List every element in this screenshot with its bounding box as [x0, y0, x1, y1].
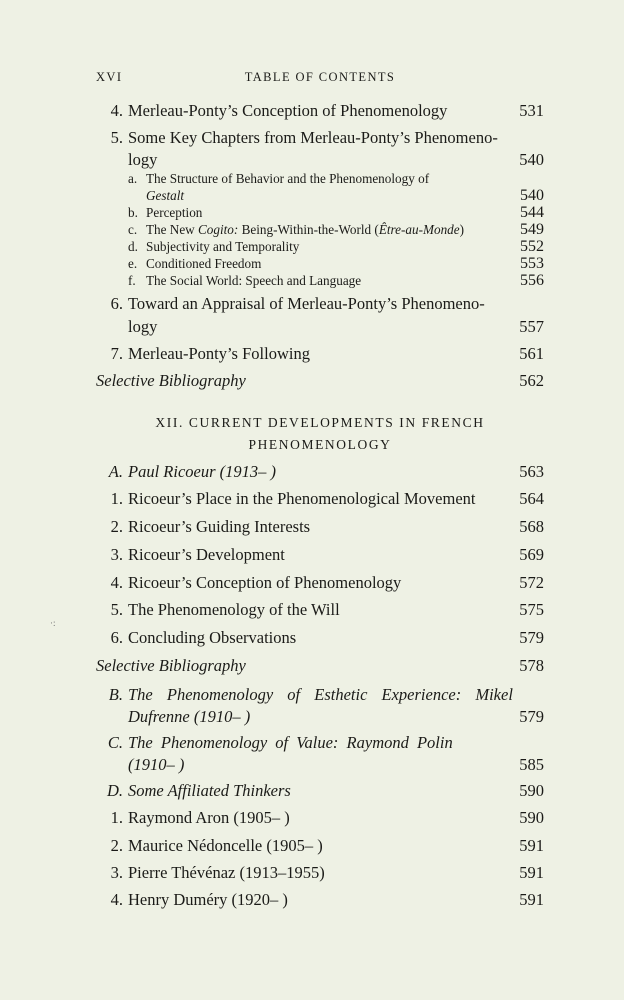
entry-title: Some Key Chapters from Merleau-Ponty’s Phenomeno- — [128, 128, 498, 147]
entry-number: 2. — [110, 517, 123, 536]
subentry-letter: a. — [128, 171, 138, 186]
entry-title: Ricoeur’s Guiding Interests — [128, 517, 311, 536]
paper-speck: ·: — [50, 618, 56, 628]
running-title: TABLE OF CONTENTS — [244, 70, 396, 84]
entry-page: 579 — [519, 628, 544, 647]
bibliography-page: 562 — [519, 371, 544, 390]
section-page: 579 — [519, 707, 544, 726]
section-title: The Phenomenology of Value: Raymond Polin — [128, 733, 453, 752]
entry-title: Raymond Aron (1905– ) — [128, 808, 290, 827]
section-letter: D. — [106, 781, 123, 800]
entry-title-continued: logy — [128, 150, 158, 169]
entry-number: 6. — [110, 294, 123, 313]
page-number: XVI — [96, 70, 123, 84]
subentry-letter: c. — [128, 222, 138, 237]
bibliography-title: Selective Bibliography — [96, 656, 246, 675]
subentry-page: 549 — [520, 221, 544, 238]
entry-title: Merleau-Ponty’s Conception of Phenomenology — [128, 101, 448, 120]
entry-title: Ricoeur’s Conception of Phenomenology — [128, 573, 402, 592]
entry-number: 1. — [110, 489, 123, 508]
entry-page: 590 — [519, 808, 544, 827]
entry-page: 557 — [519, 317, 544, 336]
entry-page: 591 — [519, 863, 544, 882]
subentry-letter: b. — [128, 205, 138, 220]
subentry-title: The Social World: Speech and Language — [146, 273, 362, 288]
entry-page: 591 — [519, 836, 544, 855]
subentry-title: Conditioned Freedom — [146, 256, 262, 271]
entry-number: 5. — [110, 600, 123, 619]
entry-title: Henry Duméry (1920– ) — [128, 890, 288, 909]
section-letter: C. — [107, 733, 123, 752]
section-title-continued: (1910– ) — [128, 755, 185, 774]
section-title-continued: Dufrenne (1910– ) — [128, 707, 251, 726]
running-header — [96, 70, 544, 90]
chapter-heading-line1: XII. CURRENT DEVELOPMENTS IN FRENCH — [155, 415, 485, 430]
chapter-heading-line2: PHENOMENOLOGY — [248, 437, 392, 452]
subentry-page: 553 — [520, 255, 544, 272]
subentry-page: 552 — [520, 238, 544, 255]
entry-page: 531 — [519, 101, 544, 120]
entry-title: The Phenomenology of the Will — [128, 600, 340, 619]
entry-number: 4. — [110, 101, 123, 120]
subentry-letter: f. — [128, 273, 136, 288]
entry-title-continued: logy — [128, 317, 158, 336]
entry-title: Maurice Nédoncelle (1905– ) — [128, 836, 323, 855]
entry-page: 564 — [519, 489, 544, 508]
section-letter: B. — [108, 685, 123, 704]
entry-number: 3. — [110, 863, 123, 882]
section-page: 590 — [519, 781, 544, 800]
entry-number: 6. — [110, 628, 123, 647]
entry-page: 575 — [519, 600, 544, 619]
entry-page: 540 — [519, 150, 544, 169]
entry-title: Toward an Appraisal of Merleau-Ponty’s Phenomeno- — [128, 294, 485, 313]
entry-title: Merleau-Ponty’s Following — [128, 344, 310, 363]
entry-title: Ricoeur’s Place in the Phenomenological Movement — [128, 489, 476, 508]
bibliography-page: 578 — [519, 656, 544, 675]
section-letter: A. — [108, 462, 123, 481]
section-page: 585 — [519, 755, 544, 774]
entry-page: 561 — [519, 344, 544, 363]
subentry-title: Perception — [146, 205, 203, 220]
bibliography-title: Selective Bibliography — [96, 371, 246, 390]
section-title: Some Affiliated Thinkers — [128, 781, 291, 800]
subentry-title: Subjectivity and Temporality — [146, 239, 300, 254]
entry-number: 4. — [110, 573, 123, 592]
entry-page: 591 — [519, 890, 544, 909]
subentry-title: The New Cogito: Being-Within-the-World (Être-au-Monde) — [146, 222, 465, 237]
subentry-letter: d. — [128, 239, 138, 254]
section-title: Paul Ricoeur (1913– ) — [128, 462, 277, 481]
section-page: 563 — [519, 462, 544, 481]
section-title: The Phenomenology of Esthetic Experience: Mikel — [128, 685, 513, 704]
subentry-title: The Structure of Behavior and the Phenomenology of — [146, 171, 430, 186]
entry-number: 3. — [110, 545, 123, 564]
subentry-letter: e. — [128, 256, 138, 271]
subentry-page: 540 — [520, 187, 544, 204]
entry-title: Concluding Observations — [128, 628, 297, 647]
entry-number: 4. — [110, 890, 123, 909]
entry-page: 569 — [519, 545, 544, 564]
subentry-title-continued: Gestalt — [146, 188, 185, 203]
entry-number: 5. — [110, 128, 123, 147]
entry-number: 7. — [110, 344, 123, 363]
entry-title: Ricoeur’s Development — [128, 545, 285, 564]
entry-page: 568 — [519, 517, 544, 536]
entry-number: 2. — [110, 836, 123, 855]
entry-page: 572 — [519, 573, 544, 592]
chapter-heading — [96, 412, 544, 456]
entry-number: 1. — [110, 808, 123, 827]
subentry-page: 544 — [520, 204, 544, 221]
entry-title: Pierre Thévénaz (1913–1955) — [128, 863, 325, 882]
subentry-page: 556 — [520, 272, 544, 289]
